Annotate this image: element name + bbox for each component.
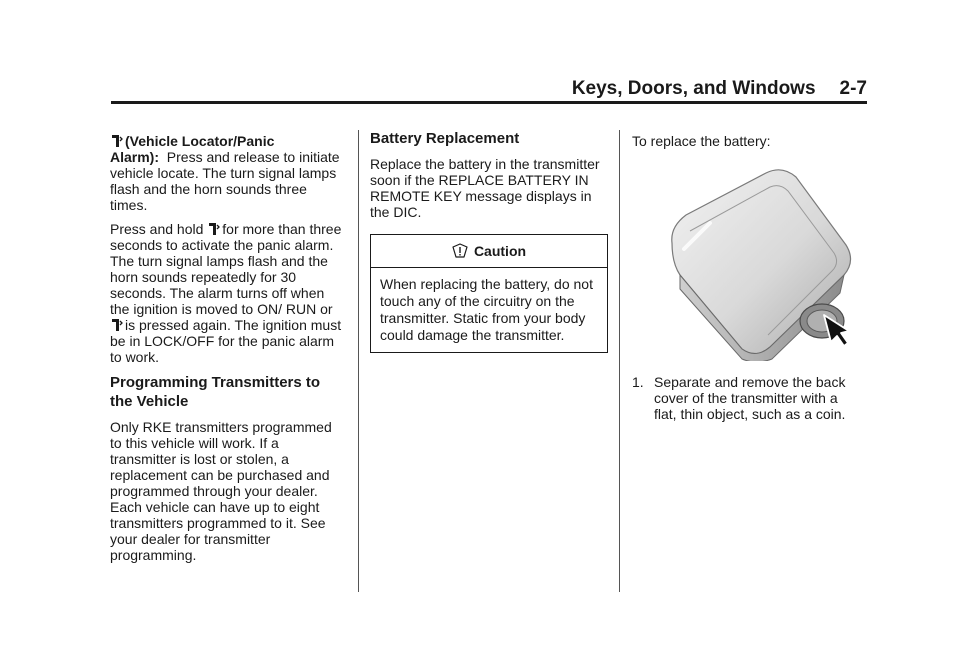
programming-heading: Programming Transmitters to the Vehicle xyxy=(110,374,321,410)
column-divider-left xyxy=(358,130,359,592)
column-divider-right xyxy=(619,130,620,592)
caution-icon xyxy=(452,243,468,259)
panic-text-c: is pressed again. The ignition must be in LOCK/OFF for the panic alarm to work. xyxy=(110,317,342,365)
vehicle-locator-icon xyxy=(207,222,220,236)
panic-alarm-paragraph xyxy=(110,221,345,365)
column-left xyxy=(110,133,345,571)
transmitter-illustration xyxy=(650,165,870,361)
step-number: 1. xyxy=(632,374,644,390)
step-text: Separate and remove the back cover of the transmitter with a flat, thin object, such as a coin. xyxy=(654,374,846,422)
step-item xyxy=(632,374,872,422)
page-header xyxy=(111,78,867,102)
vehicle-locator-icon xyxy=(110,134,123,148)
chapter-title: Keys, Doors, and Windows xyxy=(571,78,816,99)
caution-title: Caution xyxy=(473,243,527,259)
battery-heading: Battery Replacement xyxy=(370,130,520,147)
vehicle-locator-paragraph xyxy=(110,133,345,213)
panic-text-b: for more than three seconds to activate the panic alarm. The turn signal lamps flash and the horn sounds repeatedly for 30 seconds. The alarm turns off when the ignition is moved to ON/ RUN or xyxy=(110,221,342,317)
battery-paragraph: Replace the battery in the transmitter soon if the REPLACE BATTERY IN REMOTE KEY message displays in the DIC. xyxy=(370,156,600,220)
programming-paragraph: Only RKE transmitters programmed to this vehicle will work. If a transmitter is lost or stolen, a replacement can be purchased and programmed through your dealer. Each vehicle can have up to eight transmitters programmed to it. See your dealer for transmitter programming. xyxy=(110,419,332,563)
column-right xyxy=(632,133,872,422)
vehicle-locator-lead: (Vehicle Locator/Panic Alarm): xyxy=(110,133,275,165)
battery-intro: To replace the battery: xyxy=(632,133,771,149)
vehicle-locator-icon xyxy=(110,318,123,332)
header-rule xyxy=(111,101,867,104)
caution-text: When replacing the battery, do not touch any of the circuitry on the transmitter. Static from your body could damage the transmitter. xyxy=(380,276,593,343)
column-middle xyxy=(370,129,610,353)
caution-header xyxy=(371,235,607,268)
panic-text-a: Press and hold xyxy=(110,221,204,237)
vehicle-locator-text: Press and release to initiate vehicle locate. The turn signal lamps flash and the horn sounds three times. xyxy=(110,149,340,213)
caution-box xyxy=(370,234,608,353)
page-number: 2-7 xyxy=(839,78,867,99)
